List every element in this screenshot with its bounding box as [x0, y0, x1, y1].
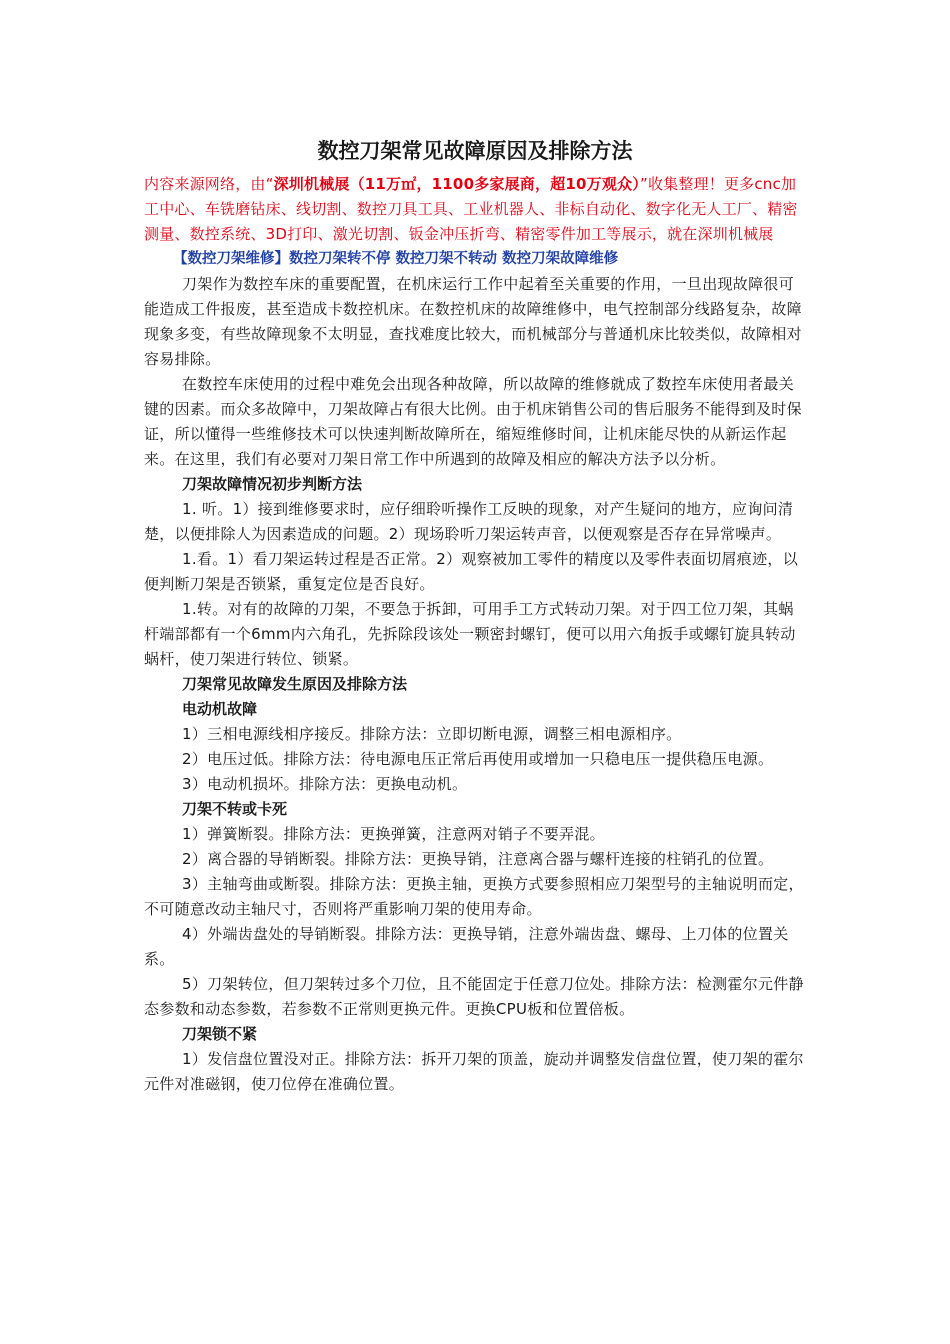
subheading-turret-stuck: 刀架不转或卡死	[182, 800, 288, 818]
turret-stuck-item: 3）主轴弯曲或断裂。排除方法：更换主轴，更换方式要参照相应刀架型号的主轴说明而定，不可随意改动主轴尺寸，否则将严重影响刀架的使用寿命。	[144, 875, 804, 918]
section-heading-diagnosis: 刀架故障情况初步判断方法	[182, 475, 363, 493]
subheading-motor-fault: 电动机故障	[182, 700, 258, 718]
turret-stuck-item: 5）刀架转位，但刀架转过多个刀位，且不能固定于任意刀位处。排除方法：检测霍尔元件静态参数和动态参数，若参数不正常则更换元件。更换CPU板和位置倍板。	[144, 975, 804, 1018]
source-note-prefix: 内容来源网络，由“	[144, 175, 274, 193]
turret-loose-item: 1）发信盘位置没对正。排除方法：拆开刀架的顶盖，旋动并调整发信盘位置，使刀架的霍尔元件对准磁钢，使刀位停在准确位置。	[144, 1050, 804, 1093]
diagnosis-listen: 1. 听。1）接到维修要求时，应仔细聆听操作工反映的现象，对产生疑问的地方，应询问清楚，以便排除人为因素造成的问题。2）现场聆听刀架运转声音，以便观察是否存在异常噪声。	[144, 500, 794, 543]
source-note	[144, 172, 806, 247]
intro-paragraph-2: 在数控车床使用的过程中难免会出现各种故障，所以故障的维修就成了数控车床使用者最关键的因素。而众多故障中，刀架故障占有很大比例。由于机床销售公司的售后服务不能得到及时保证，所以懂得一些维修技术可以快速判断故障所在，缩短维修时间，让机床能尽快的从新运作起来。在这里，我们有必要对刀架日常工作中所遇到的故障及相应的解决方法予以分析。	[144, 375, 802, 468]
topic-tagline: 【数控刀架维修】数控刀架转不停 数控刀架不转动 数控刀架故障维修	[173, 251, 619, 267]
subheading-turret-loose: 刀架锁不紧	[182, 1025, 258, 1043]
page-title: 数控刀架常见故障原因及排除方法	[317, 139, 633, 163]
diagnosis-look: 1.看。1）看刀架运转过程是否正常。2）观察被加工零件的精度以及零件表面切屑痕迹，以便判断刀架是否锁紧，重复定位是否良好。	[144, 550, 799, 593]
turret-stuck-item: 2）离合器的导销断裂。排除方法：更换导销，注意离合器与螺杆连接的柱销孔的位置。	[182, 850, 774, 868]
motor-fault-item: 1）三相电源线相序接反。排除方法：立即切断电源，调整三相电源相序。	[182, 725, 682, 743]
document-page	[144, 130, 806, 1097]
intro-paragraph-1: 刀架作为数控车床的重要配置，在机床运行工作中起着至关重要的作用，一旦出现故障很可能造成工件报废，甚至造成卡数控机床。在数控机床的故障维修中，电气控制部分线路复杂，故障现象多变，有些故障现象不太明显，查找难度比较大，而机械部分与普通机床比较类似，故障相对容易排除。	[144, 275, 802, 368]
turret-stuck-item: 1）弹簧断裂。排除方法：更换弹簧，注意两对销子不要弄混。	[182, 825, 605, 843]
source-note-suffix: ”收集整理！更多cnc加工中心、车铣磨钻床、线切割、数控刀具工具、工业机器人、非标自动化、数字化无人工厂、精密测量、数控系统、3D打印、激光切割、钣金冲压折弯、精密零件加工等展示，就在深圳机械展	[144, 175, 798, 243]
expo-highlight: 深圳机械展（11万㎡，1100多家展商，超10万观众）	[273, 175, 640, 193]
motor-fault-item: 3）电动机损坏。排除方法：更换电动机。	[182, 775, 468, 793]
section-heading-causes: 刀架常见故障发生原因及排除方法	[182, 675, 408, 693]
diagnosis-turn: 1.转。对有的故障的刀架，不要急于拆卸，可用手工方式转动刀架。对于四工位刀架，其蜗杆端部都有一个6mm内六角孔，先拆除段该处一颗密封螺钉，便可以用六角扳手或螺钉旋具转动蜗杆，使刀架进行转位、锁紧。	[144, 600, 796, 668]
turret-stuck-item: 4）外端齿盘处的导销断裂。排除方法：更换导销，注意外端齿盘、螺母、上刀体的位置关系。	[144, 925, 789, 968]
motor-fault-item: 2）电压过低。排除方法：待电源电压正常后再使用或增加一只稳电压一提供稳压电源。	[182, 750, 774, 768]
